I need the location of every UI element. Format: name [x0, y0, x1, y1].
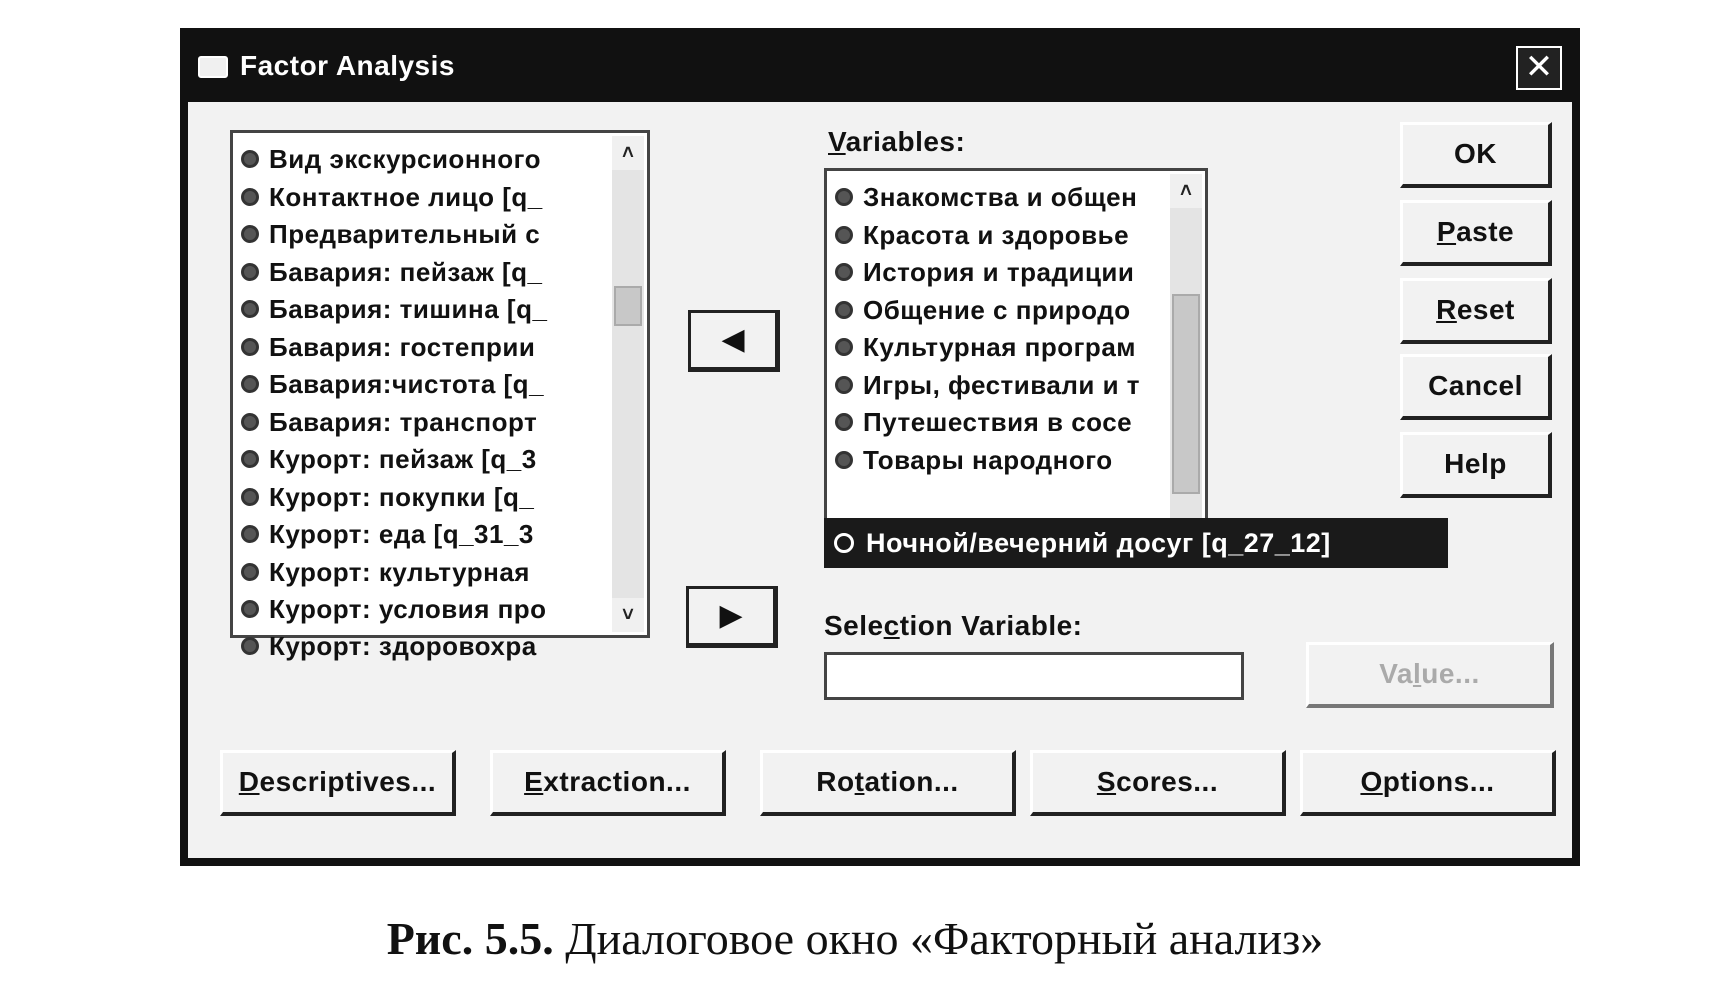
list-item[interactable]: Бавария: пейзаж [q_ — [241, 252, 607, 292]
value-button[interactable]: Value... — [1306, 642, 1554, 708]
scale-variable-icon — [835, 226, 853, 244]
list-item[interactable]: Красота и здоровье — [835, 215, 1165, 255]
selection-variable-field[interactable] — [824, 652, 1244, 700]
add-selection-variable-button[interactable] — [686, 586, 778, 648]
scroll-thumb[interactable] — [1172, 294, 1200, 494]
list-item[interactable]: Культурная програм — [835, 327, 1165, 367]
scale-variable-icon — [241, 300, 259, 318]
factor-analysis-dialog — [180, 28, 1580, 866]
descriptives-button[interactable]: Descriptives... — [220, 750, 456, 816]
scroll-thumb[interactable] — [614, 286, 642, 326]
list-item[interactable]: Игры, фестивали и т — [835, 365, 1165, 405]
source-list-scrollbar[interactable] — [612, 136, 644, 632]
list-item[interactable]: Вид экскурсионного — [241, 139, 607, 179]
scroll-up-icon[interactable]: ˄ — [612, 136, 644, 170]
list-item[interactable]: Общение с природо — [835, 290, 1165, 330]
scroll-down-icon[interactable]: ˅ — [612, 598, 644, 632]
scroll-up-icon[interactable]: ˄ — [1170, 174, 1202, 208]
figure-caption-text: Диалоговое окно «Факторный анализ» — [553, 913, 1324, 964]
scale-variable-icon — [241, 150, 259, 168]
scale-variable-icon — [835, 338, 853, 356]
scale-variable-icon — [835, 263, 853, 281]
list-item[interactable]: Контактное лицо [q_ — [241, 177, 607, 217]
options-button[interactable]: Options... — [1300, 750, 1556, 816]
variables-list-scrollbar[interactable] — [1170, 174, 1202, 530]
help-button[interactable]: Help — [1400, 432, 1552, 498]
scale-variable-icon — [241, 600, 259, 618]
reset-button[interactable]: Reset — [1400, 278, 1552, 344]
scale-variable-icon — [241, 450, 259, 468]
list-item[interactable]: Товары народного — [835, 440, 1165, 480]
scale-variable-icon — [241, 225, 259, 243]
scale-variable-icon — [241, 413, 259, 431]
paste-button[interactable]: Paste — [1400, 200, 1552, 266]
rotation-button[interactable]: Rotation... — [760, 750, 1016, 816]
list-item[interactable]: История и традиции — [835, 252, 1165, 292]
scale-variable-icon — [241, 525, 259, 543]
ok-button[interactable]: OK — [1400, 122, 1552, 188]
title-bar[interactable] — [188, 36, 1572, 102]
list-item[interactable]: Курорт: культурная — [241, 552, 607, 592]
scale-variable-icon — [834, 533, 854, 553]
list-item[interactable]: Курорт: пейзаж [q_3 — [241, 439, 607, 479]
arrow-left-icon: ◀ — [721, 323, 745, 356]
list-item[interactable]: Курорт: здоровохра — [241, 626, 607, 666]
scale-variable-icon — [241, 338, 259, 356]
variables-label: Variables: — [828, 126, 966, 157]
remove-variable-button[interactable] — [688, 310, 780, 372]
list-item[interactable]: Бавария: тишина [q_ — [241, 289, 607, 329]
list-item[interactable]: Предварительный с — [241, 214, 607, 254]
scale-variable-icon — [241, 637, 259, 655]
scale-variable-icon — [241, 563, 259, 581]
list-item[interactable]: Бавария:чистота [q_ — [241, 364, 607, 404]
figure-caption — [0, 912, 1710, 965]
scale-variable-icon — [835, 451, 853, 469]
dialog-title: Factor Analysis — [240, 50, 455, 81]
selected-variable-row[interactable]: Ночной/вечерний досуг [q_27_12] — [824, 518, 1448, 568]
analysis-variable-list[interactable] — [824, 168, 1208, 536]
list-item[interactable]: Бавария: гостеприи — [241, 327, 607, 367]
window-icon — [198, 56, 228, 78]
list-item[interactable]: Курорт: условия про — [241, 589, 607, 629]
selection-variable-label: Selection Variable: — [824, 610, 1083, 641]
scale-variable-icon — [835, 301, 853, 319]
figure-number: Рис. 5.5. — [386, 913, 554, 964]
scale-variable-icon — [835, 376, 853, 394]
scores-button[interactable]: Scores... — [1030, 750, 1286, 816]
scale-variable-icon — [241, 375, 259, 393]
scale-variable-icon — [241, 488, 259, 506]
cancel-button[interactable]: Cancel — [1400, 354, 1552, 420]
arrow-right-icon: ▶ — [719, 599, 743, 632]
list-item[interactable]: Курорт: еда [q_31_3 — [241, 514, 607, 554]
extraction-button[interactable]: Extraction... — [490, 750, 726, 816]
list-item[interactable]: Бавария: транспорт — [241, 402, 607, 442]
scale-variable-icon — [835, 188, 853, 206]
list-item[interactable]: Знакомства и общен — [835, 177, 1165, 217]
close-button[interactable]: ✕ — [1516, 46, 1562, 90]
scale-variable-icon — [241, 188, 259, 206]
scale-variable-icon — [241, 263, 259, 281]
list-item[interactable]: Курорт: покупки [q_ — [241, 477, 607, 517]
source-variable-list[interactable] — [230, 130, 650, 661]
scale-variable-icon — [835, 413, 853, 431]
list-item[interactable]: Путешествия в сосе — [835, 402, 1165, 442]
